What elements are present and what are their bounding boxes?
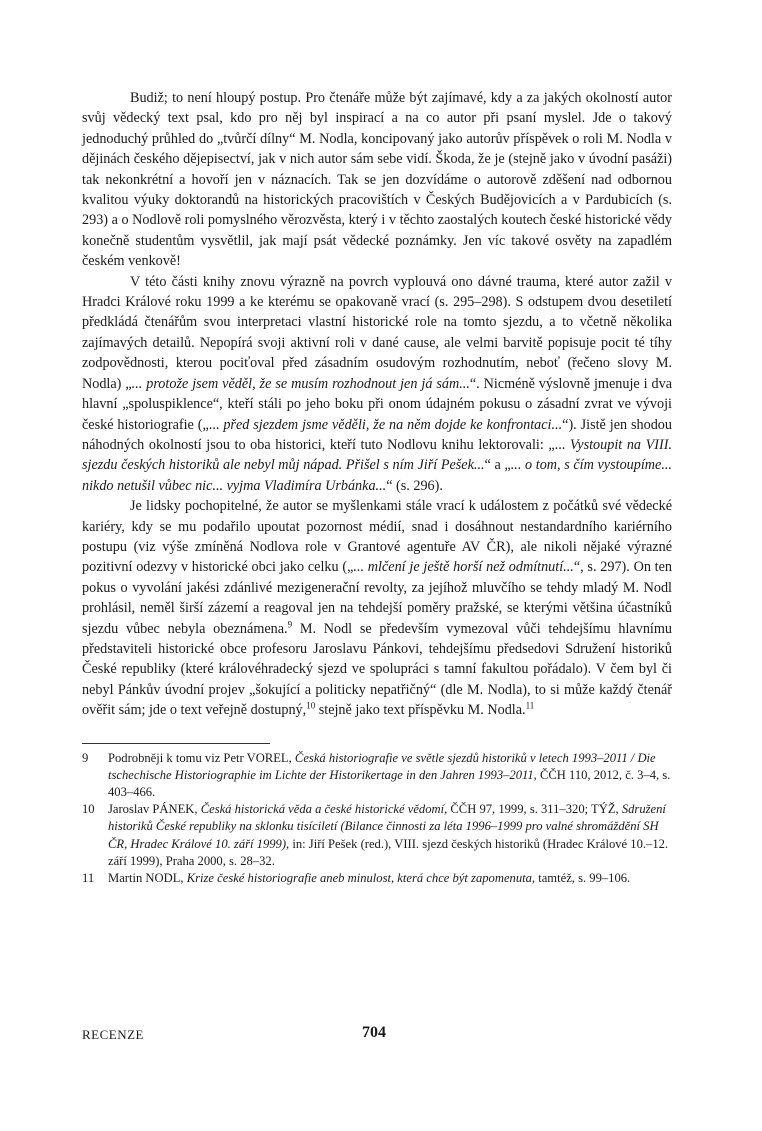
text-segment: Jaroslav PÁNEK, (108, 802, 201, 817)
text-segment: “). Jistě jen shodou náhodných okolností jsou to oba historici, kteří tuto Nodlovu knihu lektorovali: „... (82, 416, 672, 453)
page-number: 704 (362, 1024, 386, 1041)
paragraph (82, 272, 672, 496)
text-segment: “, s. 297). On ten pokus o vyvolání jakési zdánlivé mezigenerační revolty, za jejíhož mluvčího se tehdy mladý M. Nodl prohlásil, neměl širší zázemí a reagoval jen na tehdejší poměry pražské, se kterými většina účastníků sjezdu vůbec nebyla obeznámena. (82, 559, 673, 637)
text-segment: , tamtéž, s. 99–106. (531, 871, 631, 886)
footnote (82, 750, 672, 802)
quoted-italic-text: Česká historická věda a české historické vědomí, (200, 802, 448, 817)
paragraph (82, 88, 672, 272)
text-segment: in: Jiří Pešek (red.), VIII. sjezd českých historiků (Hradec Králové 10.–12. září 1999), Praha 2000, s. 28–32. (108, 836, 669, 868)
text-segment: Podrobněji k tomu viz Petr VOREL, (108, 750, 295, 765)
quoted-italic-text: Česká historiografie ve světle sjezdů historiků v letech 1993–2011 / Die tschechische Historiographie im Lichte der Historikertage in den Jahren 1993–2011 (108, 750, 656, 782)
footnote-text (108, 750, 672, 802)
footnote-number: 9 (82, 750, 89, 765)
footnotes (82, 750, 672, 888)
text-segment: “ (s. 296). (386, 477, 443, 494)
footnote-number: 11 (82, 871, 95, 886)
quoted-italic-text: Sdružení historiků České republiky na sklonku tisíciletí (Bilance činnosti za léta 1996–1999 pro valné shromáždění SH ČR, Hradec Králové 10. září 1999), (108, 802, 666, 851)
footnote-reference: 9 (287, 618, 293, 629)
text-segment: stejně jako text příspěvku M. Nodla. (315, 702, 526, 719)
text-segment: Je lidsky pochopitelné, že autor se myšlenkami stále vrací k událostem z počátků své vědecké kariéry, kdy se mu podařilo upoutat pozornost médií, snad i dosáhnout nestandardního kariérního postupu (viz výše zmíněná Nodlova role v Grantové agentuře AV ČR), ale nikoli nějaké výrazné pozitivní odezvy v historické obci jako celku („ (82, 498, 672, 576)
footnote-text (108, 801, 672, 870)
text-segment: , ČČH 110, 2012, č. 3–4, s. 403–466. (108, 767, 671, 799)
running-footer-section: RECENZE (82, 1027, 144, 1042)
page-content (82, 88, 672, 887)
text-segment: “. Nicméně výslovně jmenuje i dva hlavní „spoluspiklence“, kteří stáli po jeho boku při onom údajném pokusu o zásadní zvrat ve vývoji české historiografie („... (82, 375, 672, 433)
text-segment: Martin NODL, (108, 871, 187, 886)
quoted-italic-text: Vystoupit na VIII. sjezdu českých historiků ale nebyl můj nápad. Přišel s ním Jiří Pešek... (82, 436, 672, 474)
text-segment: M. Nodl se především vymezoval vůči tehdejšímu hlavnímu představiteli historické obce profesoru Jaroslavu Pánkovi, tehdejšímu předsedovi Sdružení historiků České republiky (které královéhradecký sjezd ve spolupráci s tamní fakultou pořádalo). V čem byl či nebyl Pánkův úvodní projev „šokující a politicky nepatřičný“ (dle M. Nodla), to si může každý čtenář ověřit sám; jde o text veřejně dostupný, (82, 620, 672, 719)
text-segment: V této části knihy znovu výrazně na povrch vyplouvá ono dávné trauma, které autor zažil v Hradci Králové roku 1999 a ke kterému se opakovaně vrací (s. 295–298). S odstupem dvou desetiletí předkládá čtenářům svou interpretaci vlastní historické role na tomto sjezdu, a to včetně několika zajímavých detailů. Nepopírá svoji aktivní roli v dané cause, ale velmi barvitě popisuje pocit té tíhy zodpovědnosti, kterou pociťoval před zásadním osudovým rozhodnutím, neboť (řečeno slovy M. Nodla) „ (82, 273, 672, 392)
text-segment: ČČH 97, 1999, s. 311–320; TÝŽ, (447, 802, 622, 817)
footnote-reference: 10 (306, 700, 316, 711)
text-segment: Budiž; to není hloupý postup. Pro čtenáře může být zajímavé, kdy a za jakých okolností autor svůj vědecký text psal, kdo pro něj byl inspirací a na co autor při psaní myslel. Jde o takový jednoduchý průhled do „tvůrčí dílny“ M. Nodla, koncipovaný jako autorův příspěvek o roli M. Nodla v dějinách českého dějepisectví, jak v nich autor sám sebe vidí. Škoda, že je (stejně jako v úvodní pasáži) tak nekonkrétní a hovoří jen v náznacích. Tak se jen dozvídáme o autorově zděšení nad odbornou kvalitou výuky doktorandů na historických pracovištích v Českých Budějovicích a v Pardubicích (s. 293) a o Nodlově roli pomyslného věrozvěsta, který i v těchto zaostalých koutech české historické vědy konečně studentům vysvětlil, jak mají psát vědecké poznámky. Jen víc takové osvěty na zapadlém českém venkově! (82, 90, 672, 270)
quoted-italic-text: Krize české historiografie aneb minulost, která chce být zapomenuta (186, 871, 532, 886)
footnote-reference: 11 (525, 700, 535, 711)
review-body (82, 88, 672, 721)
quoted-italic-text: ... protože jsem věděl, že se musím rozhodnout jen já sám... (131, 375, 470, 392)
quoted-italic-text: před sjezdem jsme věděli, že na něm dojde ke konfrontaci... (223, 416, 563, 433)
footnote-separator (82, 743, 270, 744)
quoted-italic-text: ... o tom, s čím vystoupíme... nikdo netušil vůbec nic... vyjma Vladimíra Urbánka... (82, 457, 672, 494)
footnote-number: 10 (82, 802, 95, 817)
footnote (82, 801, 672, 870)
paragraph (82, 496, 672, 720)
quoted-italic-text: ... mlčení je ještě horší než odmítnutí... (353, 559, 574, 576)
text-segment: “ a „ (484, 457, 511, 474)
footnote-text (108, 870, 672, 887)
footnote (82, 870, 672, 887)
